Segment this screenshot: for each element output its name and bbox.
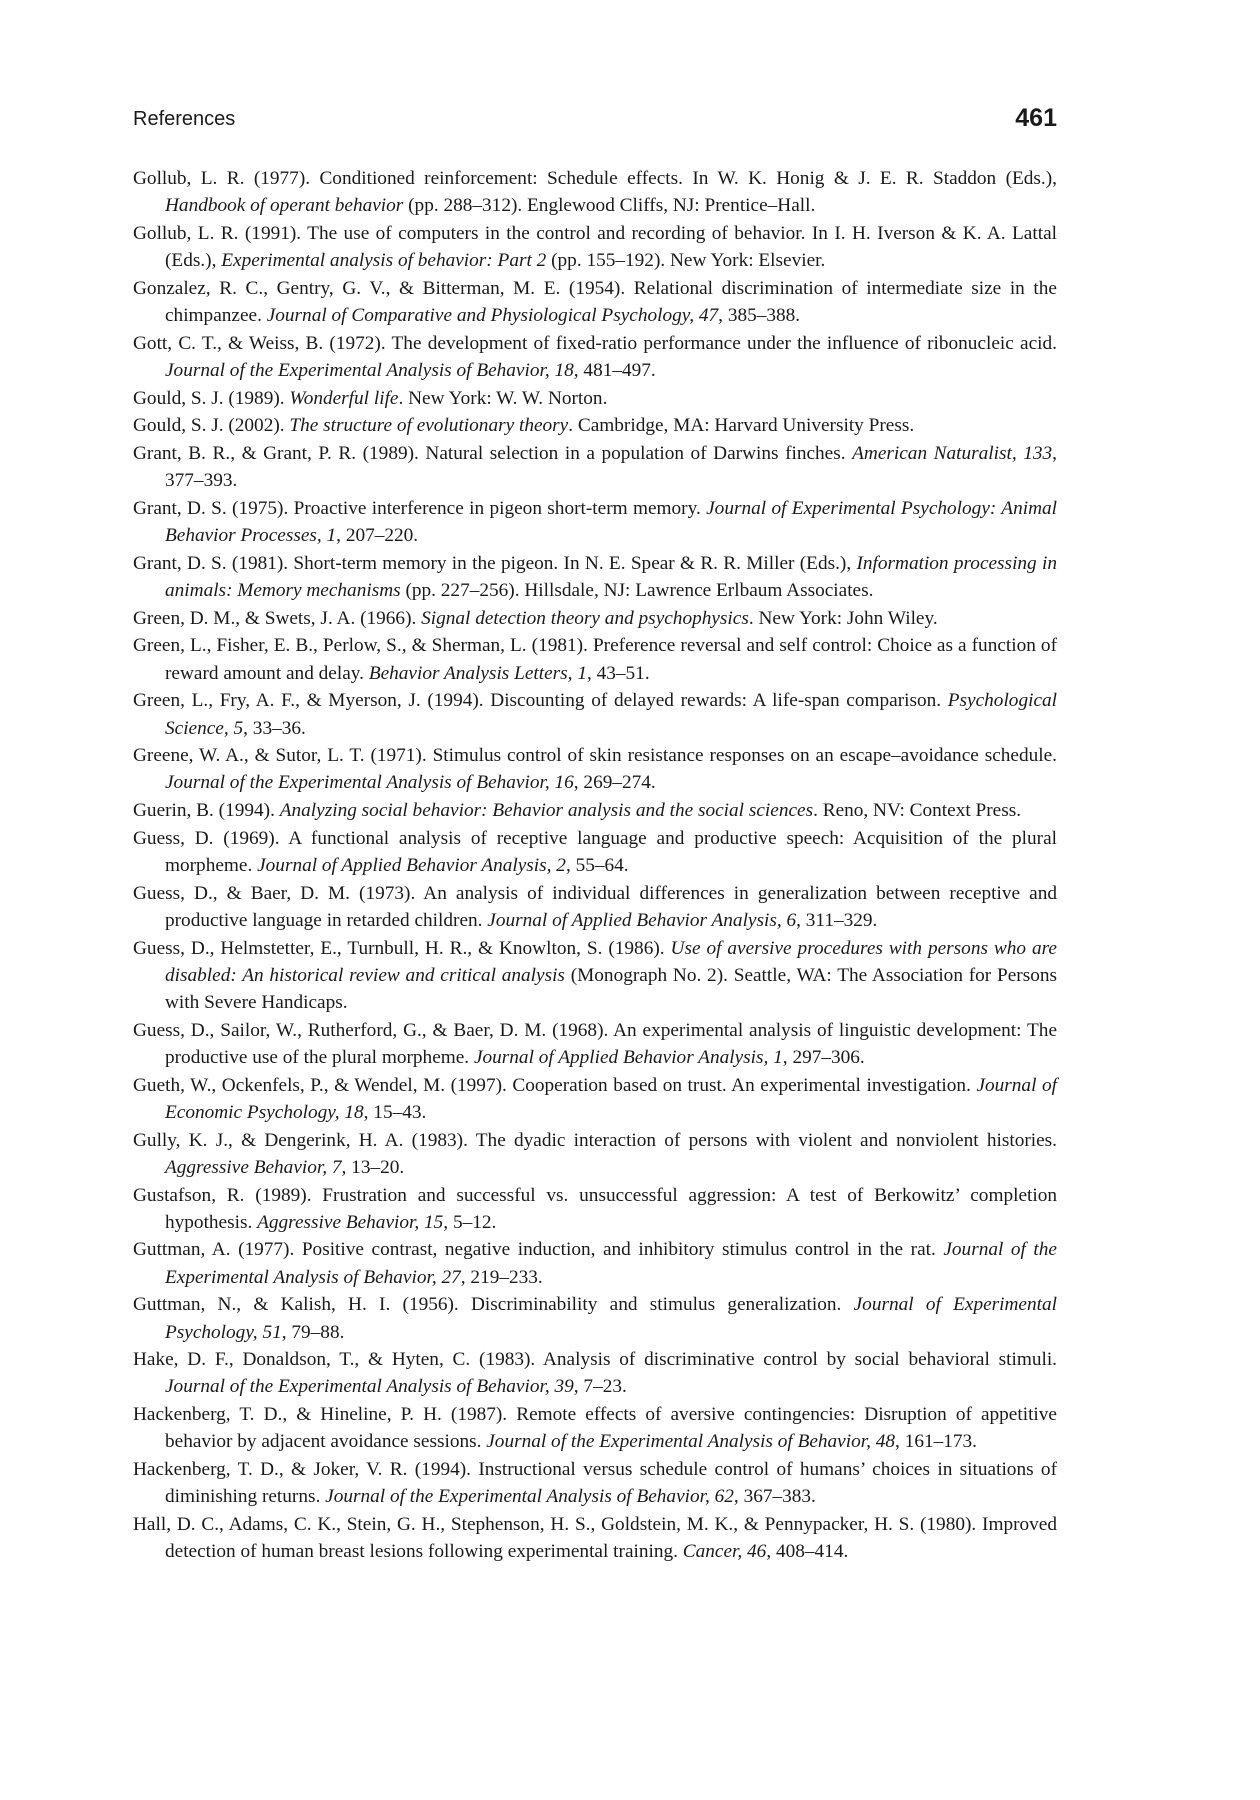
- reference-text: (Monograph No. 2). Seattle, WA: The Association for Persons with Severe Handicaps.: [165, 964, 1057, 1014]
- reference-text: , 161–173.: [895, 1431, 977, 1453]
- reference-italic-text: Journal of the Experimental Analysis of Behavior, 39: [165, 1376, 574, 1398]
- reference-italic-text: Journal of Comparative and Physiological Psychology, 47: [266, 305, 719, 327]
- reference-italic-text: The structure of evolutionary theory: [289, 415, 569, 437]
- reference-italic-text: Aggressive Behavior, 7: [165, 1156, 342, 1178]
- reference-entry: [133, 1456, 1057, 1510]
- reference-text: , 311–329.: [796, 909, 878, 931]
- reference-entry: [133, 687, 1057, 741]
- reference-entry: [133, 440, 1057, 494]
- reference-text: Gollub, L. R. (1977). Conditioned reinforcement: Schedule effects. In W. K. Honig & J. E. R. Staddon (Eds.),: [133, 168, 1057, 189]
- reference-text: Gollub, L. R. (1991). The use of computers in the control and recording of behavior. In I. H. Iverson & K. A. Lattal (Eds.),: [133, 222, 1057, 272]
- reference-italic-text: Journal of Applied Behavior Analysis, 1: [473, 1047, 783, 1068]
- reference-text: Hall, D. C., Adams, C. K., Stein, G. H., Stephenson, H. S., Goldstein, M. K., & Pennypacker, H. S. (1980). Improved detection of human breast lesions following experimental training.: [133, 1513, 1057, 1563]
- reference-italic-text: Cancer, 46: [682, 1541, 767, 1563]
- reference-italic-text: Behavior Analysis Letters, 1: [368, 662, 587, 684]
- reference-text: Guerin, B. (1994).: [133, 800, 280, 822]
- reference-entry: [133, 385, 1057, 412]
- reference-text: , 207–220.: [336, 525, 419, 547]
- reference-text: Guess, D. (1969). A functional analysis of receptive language and productive speech: Acquisition of the plural morpheme.: [133, 827, 1057, 877]
- reference-text: , 33–36.: [243, 717, 306, 739]
- reference-text: Gould, S. J. (1989).: [133, 387, 290, 409]
- reference-entry: [133, 412, 1057, 439]
- reference-text: Guttman, N., & Kalish, H. I. (1956). Discriminability and stimulus generalization.: [133, 1294, 854, 1316]
- reference-entry: [133, 165, 1057, 219]
- reference-entry: [133, 275, 1057, 329]
- reference-text: Guttman, A. (1977). Positive contrast, negative induction, and inhibitory stimulus control in the rat.: [133, 1239, 944, 1261]
- reference-italic-text: Wonderful life: [289, 387, 399, 409]
- reference-text: , 385–388.: [718, 305, 801, 327]
- reference-text: . Cambridge, MA: Harvard University Press.: [568, 415, 915, 437]
- reference-italic-text: Journal of the Experimental Analysis of Behavior, 16: [165, 772, 574, 794]
- reference-italic-text: Information processing in animals: Memory mechanisms: [165, 552, 1057, 602]
- reference-text: , 219–233.: [460, 1266, 543, 1288]
- reference-italic-text: Use of aversive procedures with persons who are disabled: An historical review and critical analysis: [165, 937, 1057, 986]
- reference-text: Gonzalez, R. C., Gentry, G. V., & Bitterman, M. E. (1954). Relational discrimination of intermediate size in the chimpanzee.: [133, 277, 1057, 327]
- reference-entry: [133, 1182, 1057, 1236]
- reference-entry: [133, 495, 1057, 549]
- reference-entry: [133, 1017, 1057, 1071]
- reference-text: , 367–383.: [733, 1486, 816, 1508]
- reference-italic-text: Psychological Science, 5: [165, 690, 1057, 739]
- reference-text: , 481–497.: [573, 359, 656, 381]
- reference-text: Hackenberg, T. D., & Hineline, P. H. (1987). Remote effects of aversive contingencies: Disruption of appetitive behavior by adjacent avoidance sessions.: [133, 1404, 1057, 1453]
- reference-text: , 43–51.: [586, 662, 650, 684]
- reference-italic-text: Journal of the Experimental Analysis of Behavior, 62: [325, 1486, 734, 1508]
- reference-text: . New York: John Wiley.: [748, 607, 938, 629]
- reference-italic-text: Signal detection theory and psychophysics: [421, 607, 749, 629]
- reference-italic-text: Journal of Applied Behavior Analysis, 2: [257, 855, 566, 877]
- running-head: [133, 104, 1057, 138]
- reference-entry: [133, 550, 1057, 604]
- reference-entry: [133, 220, 1057, 274]
- page-number: 461: [1015, 104, 1057, 132]
- reference-italic-text: American Naturalist, 133: [852, 443, 1053, 465]
- reference-italic-text: Handbook of operant behavior: [165, 195, 404, 217]
- reference-entry: [133, 742, 1057, 796]
- reference-text: , 5–12.: [443, 1211, 497, 1233]
- reference-entry: [133, 935, 1057, 1017]
- reference-text: . New York: W. W. Norton.: [398, 387, 608, 409]
- reference-entry: [133, 330, 1057, 384]
- reference-text: (pp. 227–256). Hillsdale, NJ: Lawrence Erlbaum Associates.: [400, 580, 874, 602]
- reference-text: Grant, D. S. (1975). Proactive interference in pigeon short-term memory.: [133, 497, 707, 519]
- reference-entry: [133, 1346, 1057, 1400]
- reference-text: Grant, D. S. (1981). Short-term memory in the pigeon. In N. E. Spear & R. R. Miller (Eds.),: [133, 552, 857, 574]
- reference-italic-text: Journal of the Experimental Analysis of Behavior, 18: [165, 359, 574, 381]
- reference-entry: [133, 825, 1057, 879]
- reference-text: , 15–43.: [363, 1101, 427, 1123]
- reference-entry: [133, 1401, 1057, 1455]
- reference-text: Hackenberg, T. D., & Joker, V. R. (1994). Instructional versus schedule control of humans’ choices in situations of diminishing returns.: [133, 1459, 1057, 1508]
- reference-text: , 297–306.: [782, 1047, 865, 1068]
- reference-text: Guess, D., Helmstetter, E., Turnbull, H. R., & Knowlton, S. (1986).: [133, 937, 671, 959]
- reference-text: (pp. 155–192). New York: Elsevier.: [546, 250, 826, 272]
- reference-italic-text: Aggressive Behavior, 15: [257, 1211, 444, 1233]
- reference-text: Gould, S. J. (2002).: [133, 415, 290, 437]
- reference-entry: [133, 1072, 1057, 1126]
- reference-entry: [133, 632, 1057, 686]
- reference-text: . Reno, NV: Context Press.: [813, 800, 1022, 822]
- reference-text: , 408–414.: [766, 1541, 849, 1563]
- reference-italic-text: Journal of the Experimental Analysis of Behavior, 27: [165, 1239, 1057, 1288]
- reference-list: [133, 165, 1057, 1566]
- reference-entry: [133, 1511, 1057, 1565]
- reference-italic-text: Journal of Economic Psychology, 18: [165, 1074, 1057, 1123]
- reference-text: Gully, K. J., & Dengerink, H. A. (1983). The dyadic interaction of persons with violent and nonviolent histories.: [133, 1129, 1057, 1151]
- reference-italic-text: Journal of Experimental Psychology: Animal Behavior Processes, 1: [165, 497, 1057, 547]
- reference-text: Green, L., Fry, A. F., & Myerson, J. (1994). Discounting of delayed rewards: A life-span comparison.: [133, 690, 948, 712]
- running-head-title: References: [133, 108, 236, 130]
- reference-text: , 269–274.: [573, 772, 656, 794]
- reference-italic-text: Analyzing social behavior: Behavior analysis and the social sciences: [279, 800, 814, 822]
- reference-text: Greene, W. A., & Sutor, L. T. (1971). Stimulus control of skin resistance responses on an escape–avoidance schedule.: [133, 745, 1057, 767]
- reference-text: Guess, D., Sailor, W., Rutherford, G., & Baer, D. M. (1968). An experimental analysis of linguistic development: The productive use of the plural morpheme.: [133, 1019, 1057, 1068]
- reference-entry: [133, 605, 1057, 632]
- reference-text: Grant, B. R., & Grant, P. R. (1989). Natural selection in a population of Darwins finches.: [133, 443, 853, 465]
- reference-text: Green, D. M., & Swets, J. A. (1966).: [133, 607, 422, 629]
- reference-text: Gott, C. T., & Weiss, B. (1972). The development of fixed-ratio performance under the influence of ribonucleic acid.: [133, 332, 1057, 354]
- reference-text: (pp. 288–312). Englewood Cliffs, NJ: Prentice–Hall.: [403, 195, 816, 217]
- reference-italic-text: Journal of Experimental Psychology, 51: [165, 1294, 1057, 1343]
- reference-text: , 7–23.: [573, 1376, 627, 1398]
- reference-italic-text: Journal of Applied Behavior Analysis, 6: [487, 909, 797, 931]
- reference-text: , 79–88.: [281, 1321, 345, 1343]
- reference-entry: [133, 1127, 1057, 1181]
- reference-entry: [133, 797, 1057, 824]
- reference-entry: [133, 880, 1057, 934]
- reference-text: Gueth, W., Ockenfels, P., & Wendel, M. (1997). Cooperation based on trust. An experimental investigation.: [133, 1074, 977, 1096]
- reference-entry: [133, 1291, 1057, 1345]
- reference-text: Gustafson, R. (1989). Frustration and successful vs. unsuccessful aggression: A test of Berkowitz’ completion hypothesis.: [133, 1184, 1057, 1233]
- reference-italic-text: Journal of the Experimental Analysis of Behavior, 48: [486, 1431, 896, 1453]
- reference-text: Green, L., Fisher, E. B., Perlow, S., & Sherman, L. (1981). Preference reversal and self control: Choice as a function of reward amount and delay.: [133, 635, 1057, 684]
- reference-text: , 55–64.: [565, 855, 629, 877]
- reference-text: Guess, D., & Baer, D. M. (1973). An analysis of individual differences in generalization between receptive and productive language in retarded children.: [133, 882, 1057, 931]
- reference-text: Hake, D. F., Donaldson, T., & Hyten, C. (1983). Analysis of discriminative control by social behavioral stimuli.: [133, 1349, 1057, 1371]
- reference-entry: [133, 1236, 1057, 1290]
- reference-text: , 377–393.: [165, 443, 1057, 492]
- reference-italic-text: Experimental analysis of behavior: Part 2: [221, 250, 547, 272]
- reference-text: , 13–20.: [341, 1156, 405, 1178]
